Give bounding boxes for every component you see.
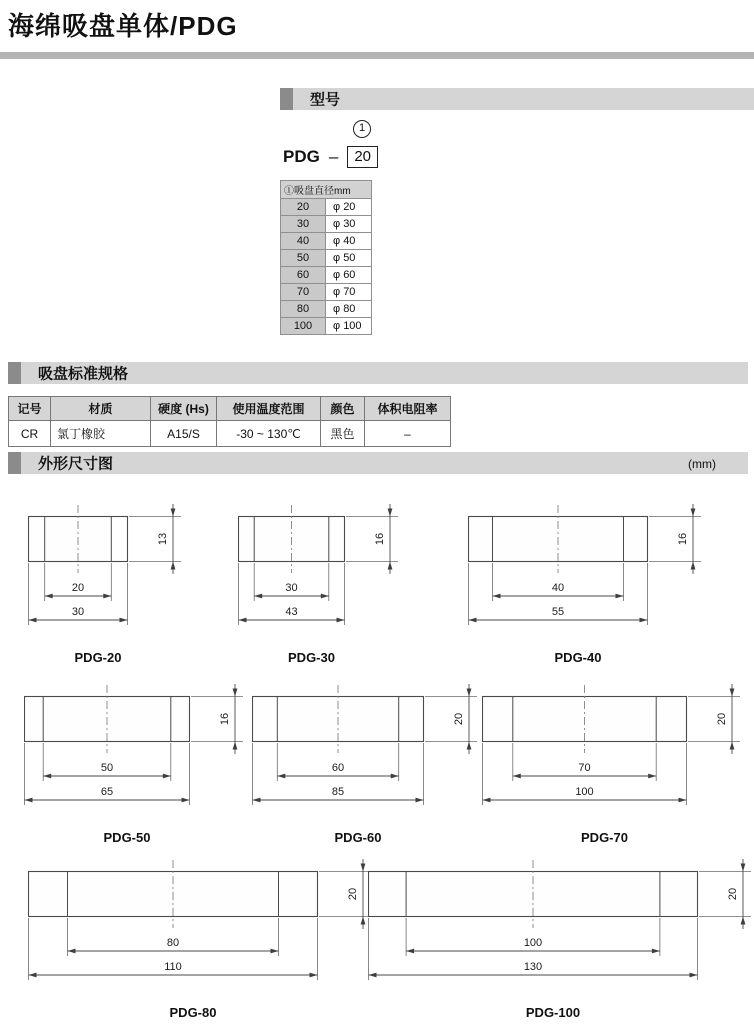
section-marker — [8, 362, 21, 384]
svg-text:130: 130 — [523, 961, 543, 973]
svg-text:100: 100 — [575, 786, 594, 798]
svg-text:30: 30 — [285, 582, 298, 594]
section-header-model — [280, 88, 754, 110]
svg-text:70: 70 — [578, 762, 591, 774]
diameter-value-cell: φ 30 — [326, 216, 372, 233]
spec-table-head — [9, 397, 451, 421]
size-code-cell: 50 — [281, 250, 326, 267]
model-code — [283, 146, 378, 168]
drawing-canvas — [28, 855, 380, 1003]
section-header-dimensions — [8, 452, 748, 474]
diameter-row — [281, 301, 372, 318]
drawing-canvas — [238, 500, 407, 648]
drawing-label: PDG-60 — [334, 830, 382, 845]
svg-text:20: 20 — [453, 712, 465, 726]
diameter-value-cell: φ 60 — [326, 267, 372, 284]
diameter-header-row — [281, 181, 372, 199]
drawing-label: PDG-50 — [103, 830, 151, 845]
dimension-drawing-pdg-30 — [238, 500, 407, 665]
model-prefix: PDG — [283, 147, 320, 166]
size-code-cell: 60 — [281, 267, 326, 284]
svg-text:60: 60 — [331, 762, 345, 774]
drawing-canvas — [28, 500, 190, 648]
spec-header-row — [9, 397, 451, 421]
size-code-cell: 30 — [281, 216, 326, 233]
diameter-value-cell: φ 50 — [326, 250, 372, 267]
diameter-value-cell: φ 40 — [326, 233, 372, 250]
spec-header-cell: 颜色 — [321, 397, 365, 421]
dimension-drawing-pdg-100 — [368, 855, 754, 1020]
drawing-canvas — [482, 680, 749, 828]
diameter-table — [280, 180, 372, 335]
drawing-label: PDG-70 — [581, 830, 628, 845]
size-code-cell: 100 — [281, 318, 326, 335]
page-title: 海绵吸盘单体/PDG — [8, 11, 238, 41]
size-code-cell: 40 — [281, 233, 326, 250]
svg-text:16: 16 — [374, 532, 386, 546]
diameter-row — [281, 216, 372, 233]
svg-text:20: 20 — [716, 712, 728, 726]
spec-cell: 氯丁橡胶 — [51, 421, 151, 447]
spec-cell: 黑色 — [321, 421, 365, 447]
dimension-drawing-pdg-70 — [482, 680, 749, 845]
diameter-table-body — [281, 199, 372, 335]
svg-text:20: 20 — [347, 887, 359, 901]
drawing-canvas — [468, 500, 710, 648]
diameter-row — [281, 284, 372, 301]
section-header-spec — [8, 362, 748, 384]
diameter-table-head — [281, 181, 372, 199]
svg-text:85: 85 — [331, 786, 345, 798]
section-marker — [280, 88, 293, 110]
dimension-drawings-area — [0, 490, 754, 1035]
dimension-drawing-pdg-60 — [252, 680, 486, 845]
drawing-label: PDG-100 — [525, 1005, 581, 1020]
svg-text:55: 55 — [551, 606, 565, 618]
spec-header-cell: 材质 — [51, 397, 151, 421]
model-separator: – — [328, 147, 339, 166]
spec-cell: – — [365, 421, 451, 447]
spec-header-cell: 体积电阻率 — [365, 397, 451, 421]
svg-text:16: 16 — [219, 712, 231, 726]
spec-table — [8, 396, 451, 447]
svg-text:110: 110 — [164, 961, 182, 973]
diameter-row — [281, 199, 372, 216]
dimension-drawing-pdg-40 — [468, 500, 710, 665]
spec-header-cell: 记号 — [9, 397, 51, 421]
units-note: (mm) — [688, 457, 716, 471]
diameter-value-cell: φ 80 — [326, 301, 372, 318]
drawing-label: PDG-20 — [74, 650, 122, 665]
drawing-canvas — [24, 680, 252, 828]
drawing-canvas — [252, 680, 486, 828]
spec-header-cell: 硬度 (Hs) — [151, 397, 217, 421]
drawing-label: PDG-80 — [169, 1005, 217, 1020]
circled-number-1: 1 — [353, 120, 371, 138]
drawing-canvas — [368, 855, 754, 1003]
spec-cell: A15/S — [151, 421, 217, 447]
spec-cell: -30 ~ 130℃ — [217, 421, 321, 447]
svg-text:40: 40 — [551, 582, 565, 594]
section-title-spec: 吸盘标准规格 — [38, 365, 129, 383]
section-title-dimensions: 外形尺寸图 — [38, 455, 114, 473]
size-code-cell: 80 — [281, 301, 326, 318]
model-size-box: 20 — [347, 146, 378, 168]
svg-text:20: 20 — [71, 582, 85, 594]
svg-text:30: 30 — [71, 606, 85, 618]
spec-header-cell: 使用温度范围 — [217, 397, 321, 421]
spec-cell: CR — [9, 421, 51, 447]
diameter-value-cell: φ 100 — [326, 318, 372, 335]
title-divider — [0, 52, 754, 59]
svg-text:50: 50 — [100, 762, 114, 774]
size-code-cell: 70 — [281, 284, 326, 301]
drawing-label: PDG-40 — [554, 650, 602, 665]
diameter-table-header: ①吸盘直径mm — [281, 181, 372, 199]
spec-row — [9, 421, 451, 447]
diameter-row — [281, 318, 372, 335]
svg-text:16: 16 — [677, 532, 689, 546]
dimension-drawing-pdg-50 — [24, 680, 252, 845]
diameter-value-cell: φ 70 — [326, 284, 372, 301]
diameter-value-cell: φ 20 — [326, 199, 372, 216]
diameter-row — [281, 233, 372, 250]
svg-text:43: 43 — [285, 606, 298, 618]
diameter-row — [281, 250, 372, 267]
section-marker — [8, 452, 21, 474]
svg-text:20: 20 — [727, 887, 739, 901]
svg-text:13: 13 — [157, 532, 169, 546]
dimension-drawing-pdg-20 — [28, 500, 190, 665]
section-title-model: 型号 — [310, 91, 341, 109]
diameter-row — [281, 267, 372, 284]
svg-text:65: 65 — [100, 786, 114, 798]
svg-text:80: 80 — [166, 937, 180, 949]
svg-text:100: 100 — [523, 937, 543, 949]
spec-table-body — [9, 421, 451, 447]
size-code-cell: 20 — [281, 199, 326, 216]
dimension-drawing-pdg-80 — [28, 855, 380, 1020]
drawing-label: PDG-30 — [288, 650, 335, 665]
